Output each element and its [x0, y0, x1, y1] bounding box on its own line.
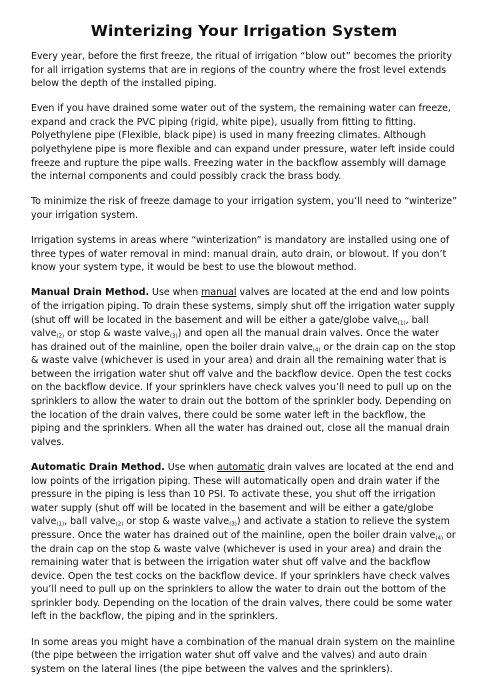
manual-drain-heading: Manual Drain Method. [31, 287, 150, 299]
automatic-underlined-word: automatic [216, 461, 265, 473]
manual-underlined-word: manual [201, 287, 237, 299]
automatic-drain-paragraph: Automatic Drain Method. Use when automatic drain valves are located at the end and low points of the irrigation piping. These will automatically open and drain water if the pressure in the piping is less than 10 PSI. To activate these, you shut off the irrigation water supply (shut off will be located in the basement and will be either a gate/globe valve$_{(1)}$, ball valve$_{(2)}$ or stop & waste valve$_{(3)}$) and activate a station to relieve the system pressure. Once the water has drained out of the mainline, open the boiler drain valve$_{(4)}$ or the drain cap on the stop & waste valve (whichever is used in your area) and drain the remaining water that is between the irrigation water shut off valve and the backflow device. Open the test cocks on the backflow device. If your sprinklers have check valves you’ll need to pull up on the sprinklers to allow the water to drain out the bottom of the sprinkler body. Depending on the location of the drain valves, there could be some water left in the backflow, the piping and in the sprinklers. [31, 461, 456, 623]
system-types-paragraph: Irrigation systems in areas where “winterization” is mandatory are installed using one of three types of water removal in mind: manual drain, auto drain, or blowout. If you don’t know your system type, it would be best to use the blowout method. [31, 235, 450, 274]
document-title: Winterizing Your Irrigation System [90, 22, 398, 40]
combination-paragraph: In some areas you might have a combination of the manual drain system on the mainline (the pipe between the irrigation water shut off valve and the valves) and auto drain system on the lateral lines (the pipe between the valves and the sprinklers). [31, 636, 455, 675]
freeze-damage-paragraph: Even if you have drained some water out of the system, the remaining water can freeze, expand and crack the PVC piping (rigid, white pipe), usually from fitting to fitting. Polyethylene pipe (Flexible, black pipe) is used in many freezing climates. Although polyethylene pipe is more flexible and can expand under pressure, water left inside could freeze and rupture the pipe walls. Freezing water in the backflow assembly will damage the internal components and could possibly crack the brass body. [31, 103, 455, 183]
winterize-paragraph: To minimize the risk of freeze damage to your irrigation system, you’ll need to “winterize” your irrigation system. [31, 196, 457, 221]
manual-drain-paragraph: Manual Drain Method. Use when manual valves are located at the end and low points of the irrigation piping. To drain these systems, simply shut off the irrigation water supply (shut off will be located in the basement and will be either a gate/globe valve$_{(1)}$, ball valve$_{(2)}$ or stop & waste valve$_{(3)}$) and open all the manual drain valves. Once the water has drained out of the mainline, open the boiler drain valve$_{(4)}$ or the drain cap on the stop & waste valve (whichever is used in your area) and drain all the remaining water that is between the irrigation water shut off valve and the backflow device. Open the test cocks on the backflow device. If your sprinklers have check valves you’ll need to pull up on the sprinklers to allow the water to drain out the bottom of the sprinkler body. Depending on the location of the drain valves, there could be some water left in the backflow, the piping and the sprinklers. When all the water has drained out, close all the manual drain valves. [31, 287, 456, 448]
intro-paragraph: Every year, before the first freeze, the ritual of irrigation “blow out” becomes the priority for all irrigation systems that are in regions of the country where the frost level extends below the depth of the installed piping. [31, 51, 452, 90]
automatic-drain-heading: Automatic Drain Method. [31, 461, 165, 473]
